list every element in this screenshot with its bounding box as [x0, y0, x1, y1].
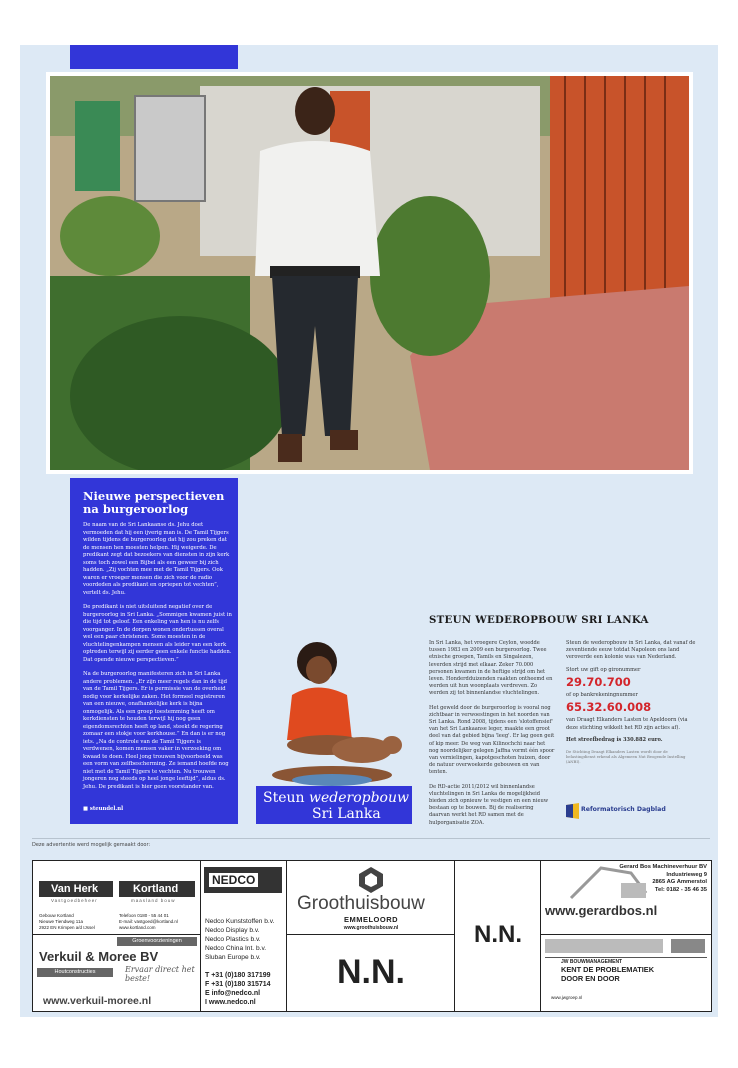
newspaper-logo-text: Reformatorisch Dagblad	[581, 806, 666, 813]
address-line: Tel: 0182 - 35 46 35	[654, 886, 707, 893]
vanherk-logo: Van Herk	[51, 883, 99, 895]
campaign-label-line2: Sri Lanka	[312, 806, 381, 822]
child-figure	[262, 640, 412, 790]
target-amount: Het streefbedrag is 330.882 euro.	[566, 736, 663, 743]
contact-line: E info@nedco.nl	[205, 990, 261, 997]
ad-verkuil-moree	[33, 935, 201, 1011]
appeal-title: STEUN WEDEROPBOUW SRI LANKA	[429, 614, 649, 626]
fine-print: De Stichting Draagt Elkanders Lasten wordt door de belastingdienst erkend als Algemeen Nut Beogende Instelling (ANBI).	[566, 749, 686, 765]
nn-label: N.N.	[474, 921, 522, 948]
contact-line: E-mail: vastgoed@kortland.nl	[119, 919, 178, 924]
article-heading-line2: na burgeroorlog	[83, 502, 189, 516]
giro-number: 29.70.700	[566, 674, 631, 689]
address-line: Nieuwe Tiendweg 11a	[39, 919, 83, 924]
ad-gerardbos	[541, 861, 711, 935]
address-line: 2922 EN Krimpen a/d IJssel	[39, 925, 95, 930]
campaign-label	[256, 786, 412, 824]
recipient-text: van Draagt Elkanders Lasten te Apeldoorn (via deze stichting wikkelt het RD zijn acties af).	[566, 717, 688, 731]
ad-groothuisbouw	[287, 861, 455, 935]
campaign-label-italic: wederopbouw	[309, 790, 409, 806]
address-line: Industrieweg 9	[666, 871, 707, 878]
kortland-logo: Kortland	[133, 883, 179, 895]
appeal-column-right	[566, 640, 698, 769]
ad-nedco	[201, 861, 287, 1011]
section-tab	[70, 45, 238, 69]
article-box	[70, 478, 238, 824]
contact-line: www.kortland.com	[119, 925, 156, 930]
ad-vanherk-kortland	[33, 861, 201, 935]
nedco-company: Nedco China Int. b.v.	[205, 945, 267, 952]
ad-nn-large	[287, 935, 455, 1011]
groothuis-place: EMMELOORD	[343, 915, 399, 924]
section-divider	[32, 838, 710, 839]
campaign-label-plain: Steun	[263, 790, 309, 806]
vanherk-contact	[119, 913, 178, 931]
groothuis-logo-icon	[359, 867, 383, 893]
nedco-company: Nedco Kunststoffen b.v.	[205, 918, 275, 925]
nedco-companies	[205, 917, 274, 962]
appeal-paragraph: Het geweld door de burgeroorlog is vooral nog zichtbaar in verwoestingen in het noorden van Sri Lanka. Rond 2008, tijdens een 'slotoffensief' van het Sri Lankaanse leger, maakte een groot deel van dat gebied bijna 'leeg'. Er lag geen geit of kip meer. De weg van Kilinochchi naar het nog noordelijker gelegen Jaffna vormt één spoor van vernielingen, kapotgeschoten huizen, door de natuur overwoekerde gebouwen en van tenten.	[429, 704, 555, 776]
gerardbos-address	[619, 864, 707, 894]
article-heading-line1: Nieuwe perspectieven	[83, 489, 225, 503]
contact-line: F +31 (0)180 315714	[205, 981, 271, 988]
appeal-paragraph: In Sri Lanka, het vroegere Ceylon, woedde tussen 1983 en 2009 een burgeroorlog. Twee etnische groepen, Tamils en Singalezen, leverden strijd met elkaar. Zeker 70.000 personen kwamen in de heftige strijd om het leven. Honderdduizenden raakten ontheemd en werden uit hun woonplaats verdreven. Zo werden zij tot binnenlandse vluchtelingen.	[429, 640, 553, 697]
article-source: ■ steundel.nl	[83, 806, 124, 812]
appeal-column-left	[429, 640, 555, 834]
main-photo	[50, 76, 689, 470]
newspaper-logo	[566, 803, 686, 821]
vanherk-subtitle: Vastgoedbeheer	[51, 898, 98, 903]
nedco-logo: NEDCO	[209, 873, 258, 887]
article-body	[83, 522, 233, 798]
vanherk-address	[39, 913, 95, 931]
kortland-subtitle: maasland bouw	[131, 898, 176, 903]
sponsor-grid	[32, 860, 712, 1012]
jw-url: www.jwgroep.nl	[551, 995, 583, 1000]
address-line: 2865 AG Ammerstol	[652, 879, 707, 885]
verkuil-badge: Groenvoorzieningen	[117, 937, 197, 946]
child-photo	[262, 640, 412, 790]
contact-line: Telefoon 0180 - 55 44 01	[119, 913, 169, 918]
article-heading	[83, 490, 233, 516]
address-line: Gebouw Kortland	[39, 913, 74, 918]
sponsor-note: Deze advertentie werd mogelijk gemaakt door:	[32, 842, 151, 848]
article-paragraph: De predikant is niet uitsluitend negatief over de burgeroorlog in Sri Lanka. „Sommigen kwamen juist in die tijd tot geloof. Een enkeling van hen is nu zelfs voorganger. In de dorpen wonen ondertussen overal wel een paar christenen. Soms moesten in de vluchtelingenkampen mensen als leider van een kerk optreden terwijl zij eerder geen enkele functie hadden. Dat opende nieuwe perspectieven.”	[83, 604, 232, 663]
contact-line: I www.nedco.nl	[205, 999, 256, 1006]
campaign-label-line1	[263, 790, 409, 806]
verkuil-logo: Verkuil & Moree BV	[39, 949, 159, 964]
gerardbos-url: www.gerardbos.nl	[545, 903, 658, 918]
nedco-contact	[205, 971, 271, 1007]
nn-label: N.N.	[337, 953, 405, 991]
jw-tagline-line: DOOR EN DOOR	[561, 973, 620, 983]
ad-nn-small	[455, 861, 541, 1011]
jw-tagline	[561, 966, 654, 983]
ad-jw-bouwmanagement	[541, 935, 711, 1011]
groothuis-url: www.groothuisbouw.nl	[343, 925, 399, 931]
article-paragraph: Na de burgeroorlog manifesteren zich in Sri Lanka andere problemen. „Er zijn meer regels dan in de tijd van de Tamil Tijgers. Er is permissie van de overheid nodig voor kerkelijke zaken. Het formeel registreren van een nieuwe, onafhankelijke kerk is bijna onmogelijk. Als een groep toestemming heeft om kerkdiensten te houden terwijl hij nog geen eigendomsrechten heeft op land, steekt de regering zomaar een stokje voor kerkhouse.” En dan is er nog iets. „Na de controle van de Tamil Tijgers is verdwenen, komen mensen vaker in verzoeking om kwaad te doen. Heel jong trouwen bijvoorbeeld was een vorm van zelfbescherming. Ze iemand hoefde nog niet met de Tamil Tijgers te vechten. Nu trouwen jongeren nog steeds op heel jonge leeftijd”, aldus ds. Jehu. De predikant is hier geen voorstander van.	[83, 671, 229, 790]
groothuis-logo: Groothuisbouw	[297, 893, 425, 914]
verkuil-url: www.verkuil-moree.nl	[43, 995, 152, 1007]
contact-line: T +31 (0)180 317199	[205, 972, 271, 979]
gerardbos-name: Gerard Bos Machineverhuur BV	[619, 864, 707, 870]
nedco-company: Sluban Europe b.v.	[205, 954, 261, 961]
jw-tagline-line: KENT DE PROBLEMATIEK	[561, 965, 655, 974]
giro-label: Stort uw gift op gironummer	[566, 666, 641, 673]
jw-label: JW BOUWMANAGEMENT	[561, 959, 623, 965]
nedco-company: Nedco Plastics b.v.	[205, 936, 261, 943]
bank-number: 65.32.60.008	[566, 700, 652, 715]
verkuil-subtitle: Houtconstructies	[37, 968, 113, 977]
photo-scene	[50, 76, 689, 470]
appeal-intro: Steun de wederopbouw in Sri Lanka, dat vanaf de zeventiende eeuw totdat Napoleon ons land veroverde een kolonie was van Nederland.	[566, 640, 696, 661]
verkuil-slogan: Ervaar direct het beste!	[125, 965, 195, 983]
article-paragraph: De naam van de Sri Lankaanse ds. Jehu doet vermoeden dat hij een ijverig man is. De Tamil Tijgers wilden tijdens de burgeroorlog dat hij zou preken dat de mensen hen moesten helpen. Hij weigerde. De predikant zegt dat bezoekers van diensten in zijn kerk soms toch zowel een Bijbel als een geweer bij zich hadden. „Zij vochten mee met de Tamil Tijgers. Ook waren er vroeger mensen die zich voor de radio voordeden als predikant en opriepen tot vechten”, vertelt ds. Jehu.	[83, 522, 230, 596]
newspaper-logo-icon	[566, 803, 579, 819]
nedco-company: Nedco Display b.v.	[205, 927, 260, 934]
appeal-paragraph: De RD-actie 2011/2012 wil binnenlandse vluchtelingen in Sri Lanka de mogelijkheid bieden zich opnieuw te vestigen en een nieuw bestaan op te bouwen. Bij de realisering daarvan werkt het RD samen met de hulporganisatie ZOA.	[429, 783, 549, 826]
bank-label: of op bankrekeningnummer	[566, 692, 638, 699]
